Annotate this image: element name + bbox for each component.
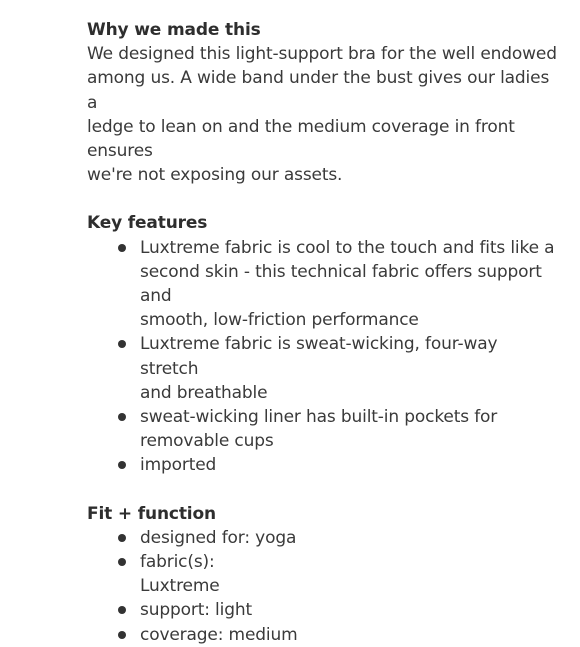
feature-line: Luxtreme fabric is cool to the touch and fits like a — [140, 237, 555, 258]
feature-item — [140, 236, 557, 333]
fit-line: coverage: medium — [140, 624, 298, 645]
fit-title: Fit + function — [87, 503, 216, 524]
features-section — [87, 211, 557, 477]
fit-line: Luxtreme — [140, 576, 220, 597]
feature-line: sweat-wicking liner has built-in pockets for — [140, 407, 498, 428]
why-line: among us. A wide band under the bust gives our ladies a — [87, 68, 550, 113]
features-list — [87, 236, 557, 478]
fit-item — [140, 623, 557, 647]
feature-line: removable cups — [140, 431, 274, 452]
fit-line: designed for: yoga — [140, 527, 297, 548]
feature-item — [140, 453, 557, 477]
feature-item — [140, 405, 557, 453]
fit-item — [140, 550, 557, 598]
feature-item — [140, 332, 557, 405]
fit-line: support: light — [140, 600, 252, 621]
product-description — [87, 18, 557, 647]
why-section — [87, 18, 557, 187]
feature-line: and breathable — [140, 382, 268, 403]
features-title: Key features — [87, 213, 208, 234]
fit-item — [140, 526, 557, 550]
fit-item — [140, 598, 557, 622]
feature-line: smooth, low-friction performance — [140, 310, 419, 331]
why-line: we're not exposing our assets. — [87, 165, 343, 186]
why-line: We designed this light-support bra for the well endowed — [87, 44, 557, 65]
fit-line: fabric(s): — [140, 552, 215, 573]
why-title: Why we made this — [87, 20, 261, 40]
feature-line: imported — [140, 455, 217, 476]
fit-list — [87, 526, 557, 647]
why-line: ledge to lean on and the medium coverage in front ensures — [87, 116, 515, 162]
fit-section — [87, 502, 557, 647]
feature-line: Luxtreme fabric is sweat-wicking, four-way stretch — [140, 334, 498, 379]
why-body — [87, 42, 557, 187]
feature-line: second skin - this technical fabric offers support and — [140, 261, 542, 307]
